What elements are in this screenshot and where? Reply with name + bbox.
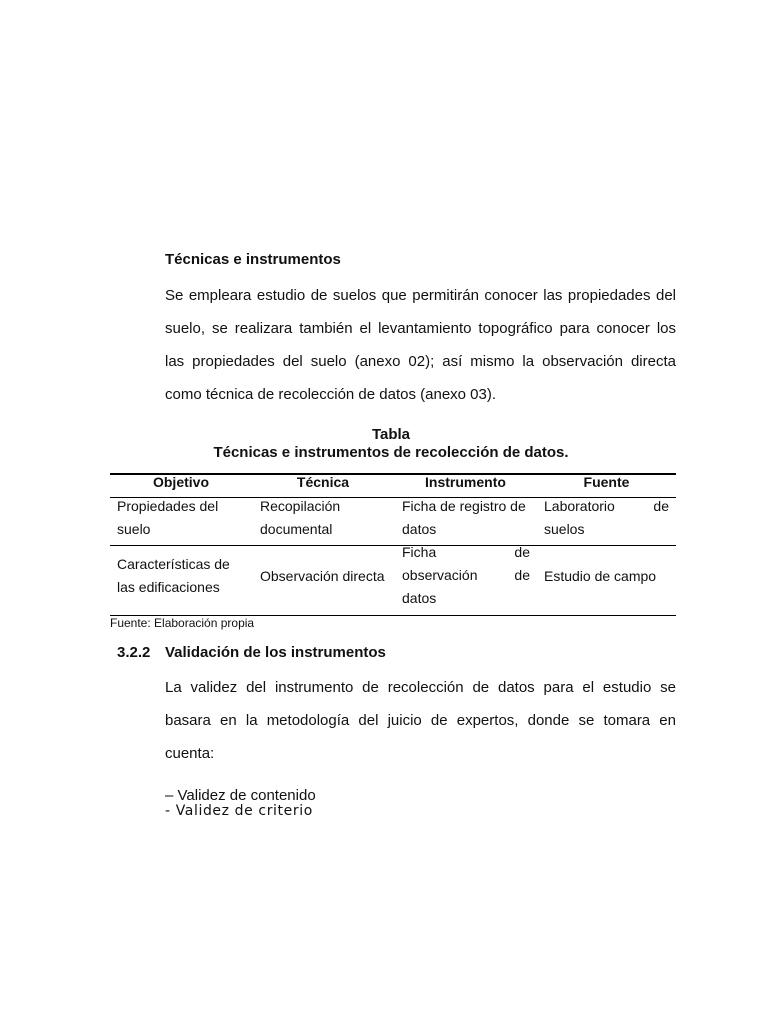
table-caption-label: Tabla xyxy=(371,426,411,443)
cell-tecnica xyxy=(260,565,385,588)
cell-line: Observación directa xyxy=(260,568,385,584)
cell-fuente xyxy=(544,565,656,588)
cell-instrumento xyxy=(402,495,530,541)
bullet-item: - Validez de criterio xyxy=(165,803,313,819)
header-tecnica: Técnica xyxy=(296,474,350,490)
cell-objetivo xyxy=(117,553,230,599)
cell-instrumento xyxy=(402,541,530,610)
paragraph-line: como técnica de recolección de datos (anexo 03). xyxy=(165,386,497,403)
header-objetivo: Objetivo xyxy=(152,474,209,490)
cell-objetivo xyxy=(117,495,218,541)
paragraph-line: las propiedades del suelo (anexo 02); así mismo la observación directa xyxy=(165,353,676,370)
cell-line: Ficha de xyxy=(402,544,530,560)
bullet-item: – Validez de contenido xyxy=(165,787,316,804)
cell-line: suelos xyxy=(544,521,585,537)
cell-line: Recopilación xyxy=(260,498,341,514)
cell-line: observación de xyxy=(402,567,530,583)
cell-line: documental xyxy=(260,521,333,537)
cell-line: Estudio de campo xyxy=(544,568,657,584)
paragraph-line: suelo, se realizara también el levantamiento topográfico para conocer los xyxy=(165,320,676,337)
cell-line: Propiedades del xyxy=(117,498,219,514)
cell-line: Características de xyxy=(117,556,230,572)
table-caption-title: Técnicas e instrumentos de recolección de datos. xyxy=(213,444,569,461)
cell-line: suelo xyxy=(117,521,151,537)
paragraph-line: Se empleara estudio de suelos que permitirán conocer las propiedades del xyxy=(165,287,676,304)
cell-line: datos xyxy=(402,590,437,606)
header-fuente: Fuente xyxy=(583,474,630,490)
section-heading: Técnicas e instrumentos xyxy=(165,251,341,268)
cell-fuente xyxy=(544,495,669,541)
cell-line: Ficha de registro de xyxy=(402,498,526,514)
cell-line: datos xyxy=(402,521,437,537)
paragraph-line: cuenta: xyxy=(165,745,215,762)
paragraph-line: basara en la metodología del juicio de expertos, donde se tomara en xyxy=(165,712,676,729)
table-source-note: Fuente: Elaboración propia xyxy=(110,616,255,630)
table-row-divider xyxy=(110,545,676,546)
subsection-title: Validación de los instrumentos xyxy=(165,644,386,661)
cell-line: las edificaciones xyxy=(117,579,220,595)
subsection-number: 3.2.2 xyxy=(117,644,151,661)
paragraph-line: La validez del instrumento de recolección de datos para el estudio se xyxy=(165,679,676,696)
cell-line: Laboratorio de xyxy=(544,498,669,514)
cell-tecnica xyxy=(260,495,340,541)
header-instrumento: Instrumento xyxy=(425,474,506,490)
